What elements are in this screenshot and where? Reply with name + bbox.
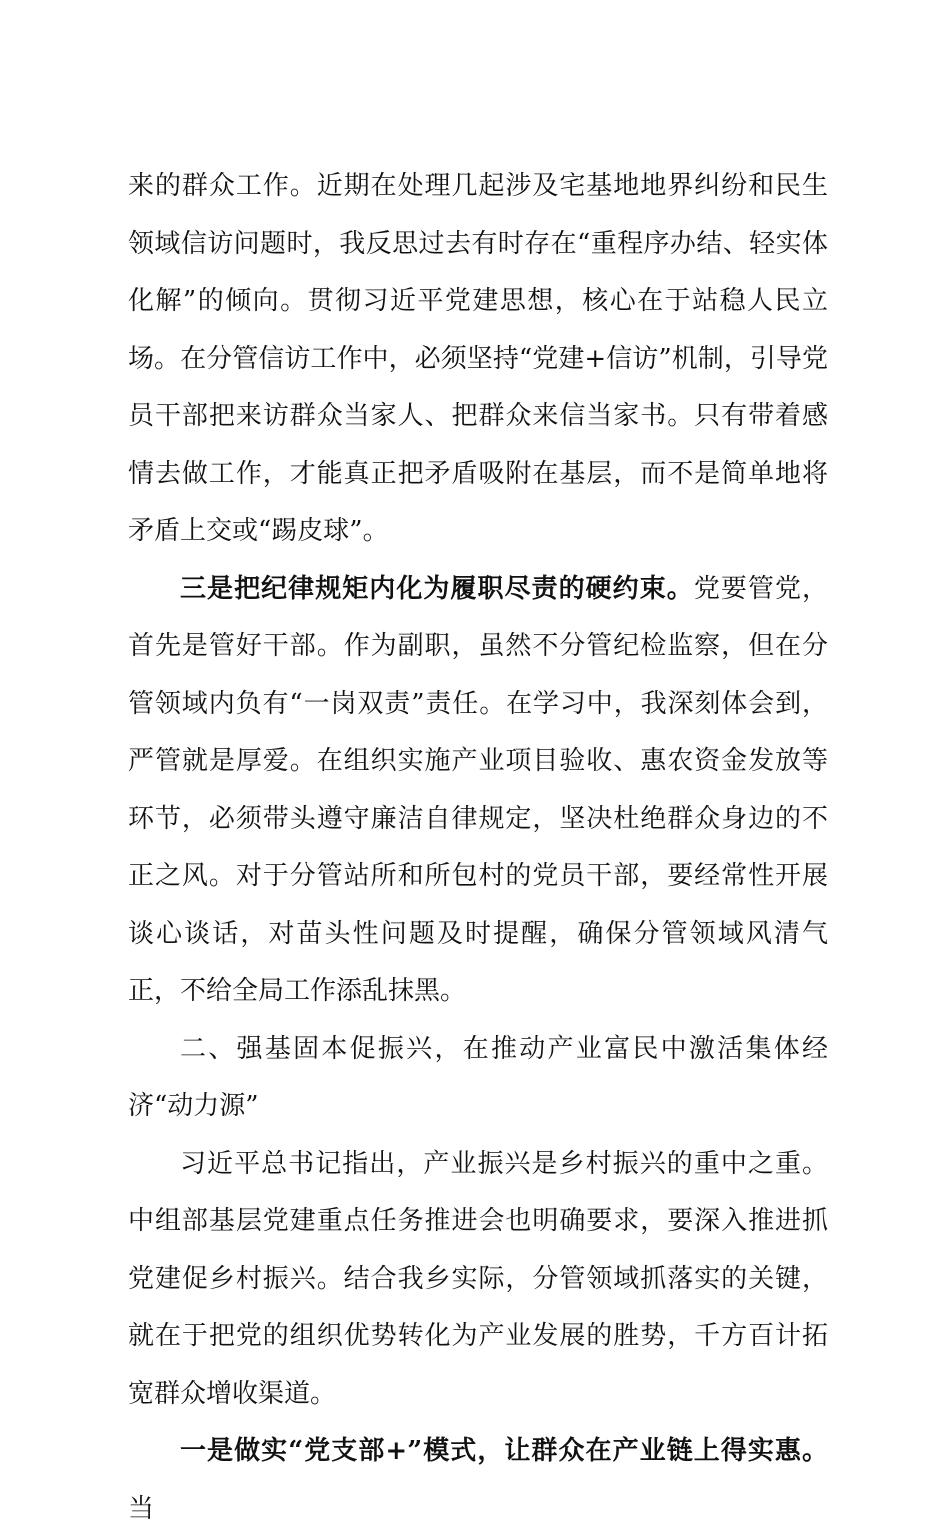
paragraph-5-text: 当 (128, 1493, 155, 1524)
paragraph-1 (128, 158, 828, 561)
paragraph-4-text: 习近平总书记指出，产业振兴是乡村振兴的重中之重。中组部基层党建重点任务推进会也明确要求，要深入推进抓党建促乡村振兴。结合我乡实际，分管领域抓落实的关键，就在于把党的组织优势转化为产业发展的胜势，千方百计拓宽群众增收渠道。 (128, 1148, 828, 1409)
section-heading-2 (128, 1021, 828, 1136)
paragraph-1-text: 来的群众工作。近期在处理几起涉及宅基地地界纠纷和民生领域信访问题时，我反思过去有时存在“重程序办结、轻实体化解”的倾向。贯彻习近平党建思想，核心在于站稳人民立场。在分管信访工作中，必须坚持“党建+信访”机制，引导党员干部把来访群众当家人、把群众来信当家书。只有带着感情去做工作，才能真正把矛盾吸附在基层，而不是简单地将矛盾上交或“踢皮球”。 (128, 171, 828, 546)
paragraph-2-lead: 三是把纪律规矩内化为履职尽责的硬约束。 (180, 573, 694, 604)
paragraph-5-lead: 一是做实“党支部+”模式，让群众在产业链上得实惠。 (180, 1436, 828, 1466)
section-heading-2-text: 二、强基固本促振兴，在推动产业富民中激活集体经济“动力源” (128, 1033, 828, 1121)
paragraph-4 (128, 1136, 828, 1424)
paragraph-5 (128, 1423, 828, 1538)
paragraph-2-text: 党要管党，首先是管好干部。作为副职，虽然不分管纪检监察，但在分管领域内负有“一岗双责”责任。在学习中，我深刻体会到，严管就是厚爱。在组织实施产业项目验收、惠农资金发放等环节，必须带头遵守廉洁自律规定，坚决杜绝群众身边的不正之风。对于分管站所和所包村的党员干部，要经常性开展谈心谈话，对苗头性问题及时提醒，确保分管领域风清气正，不给全局工作添乱抹黑。 (128, 573, 828, 1006)
paragraph-2 (128, 561, 828, 1021)
document-body (128, 158, 828, 1538)
